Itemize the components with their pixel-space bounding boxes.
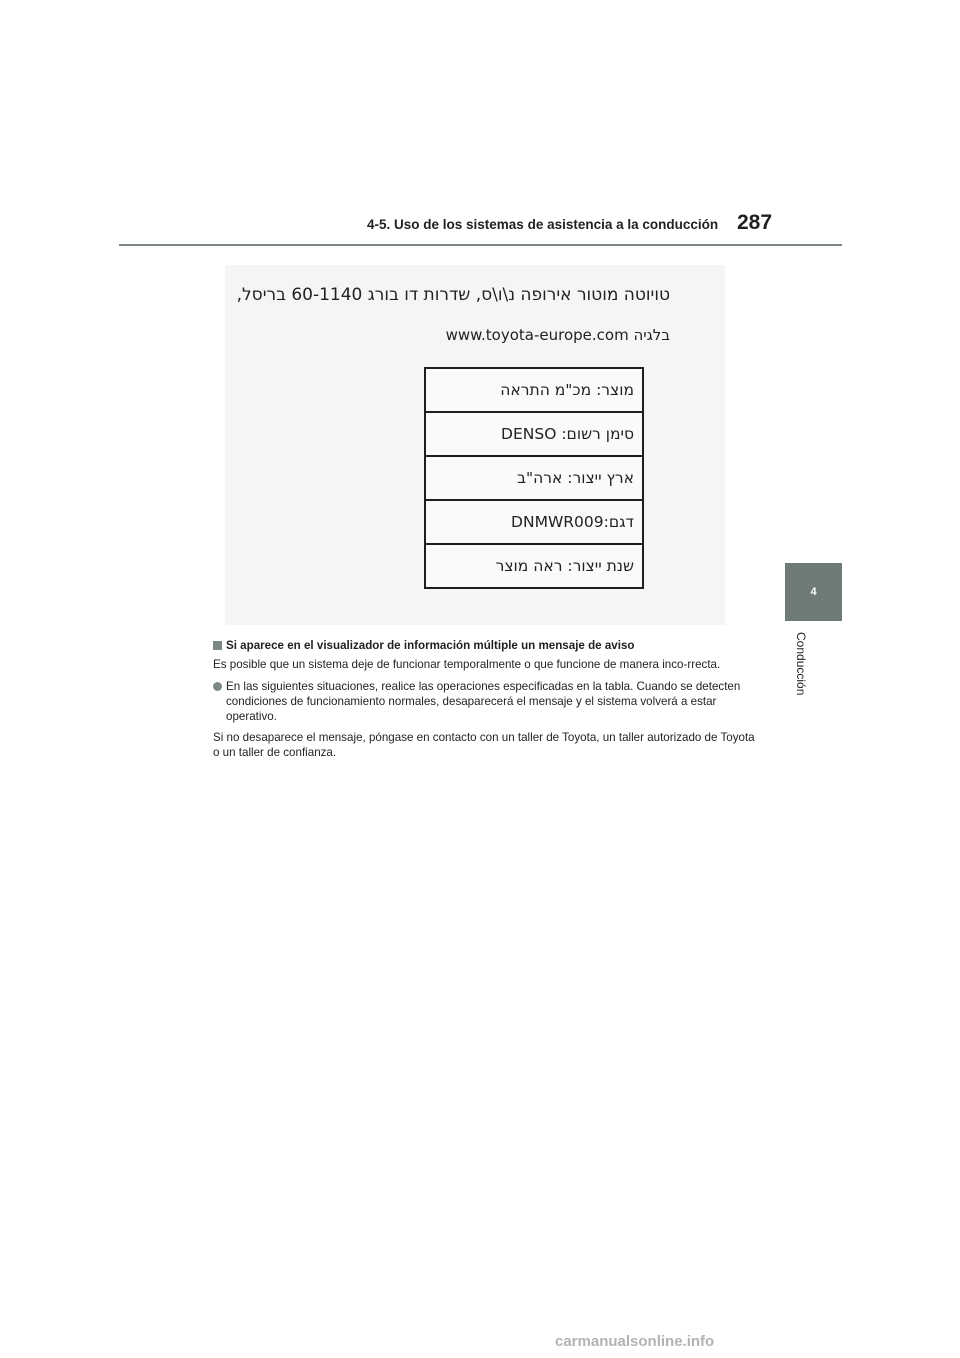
chapter-label: Conducción xyxy=(794,632,808,696)
label-row-model: דגם:DNMWR009 xyxy=(426,501,642,545)
label-manufacturer-line: טויוטה מוטור אירופה נ\ו\ס, שדרות דו בורג 60-1140 בריסל, xyxy=(236,285,670,305)
regulatory-label-image xyxy=(225,265,725,625)
chapter-tab: 4 xyxy=(785,563,842,621)
label-table xyxy=(424,367,644,589)
bullet-item xyxy=(213,679,758,724)
circle-bullet-icon xyxy=(213,682,222,691)
label-row-product: מוצר: מכ"מ התראה xyxy=(426,369,642,413)
label-website-line: בלגיה www.toyota-europe.com xyxy=(445,326,670,344)
body-content xyxy=(213,638,758,760)
warning-heading-text: Si aparece en el visualizador de información múltiple un mensaje de aviso xyxy=(226,639,635,652)
label-row-country: ארץ ייצור: ארה"ב xyxy=(426,457,642,501)
label-row-year: שנת ייצור: ראה מוצר xyxy=(495,557,634,575)
page-number: 287 xyxy=(737,211,773,234)
watermark: carmanualsonline.info xyxy=(555,1333,715,1350)
paragraph-malfunction: Es posible que un sistema deje de funcionar temporalmente o que funcione de manera inco-rrecta. xyxy=(213,658,721,671)
label-row-trademark: סימן רשום: DENSO xyxy=(426,413,642,457)
square-bullet-icon xyxy=(213,641,222,650)
header-divider xyxy=(119,244,842,246)
warning-heading xyxy=(213,638,758,653)
bullet-text: En las siguientes situaciones, realice las operaciones especificadas en la tabla. Cuando se detecten condiciones de funcionamiento normales, desaparecerá el mensaje y el sistema volverá a estar operativo. xyxy=(226,680,741,723)
paragraph-contact: Si no desaparece el mensaje, póngase en contacto con un taller de Toyota, un taller autorizado de Toyota o un taller de confianza. xyxy=(213,731,755,759)
section-title: 4-5. Uso de los sistemas de asistencia a la conducción xyxy=(367,217,719,232)
